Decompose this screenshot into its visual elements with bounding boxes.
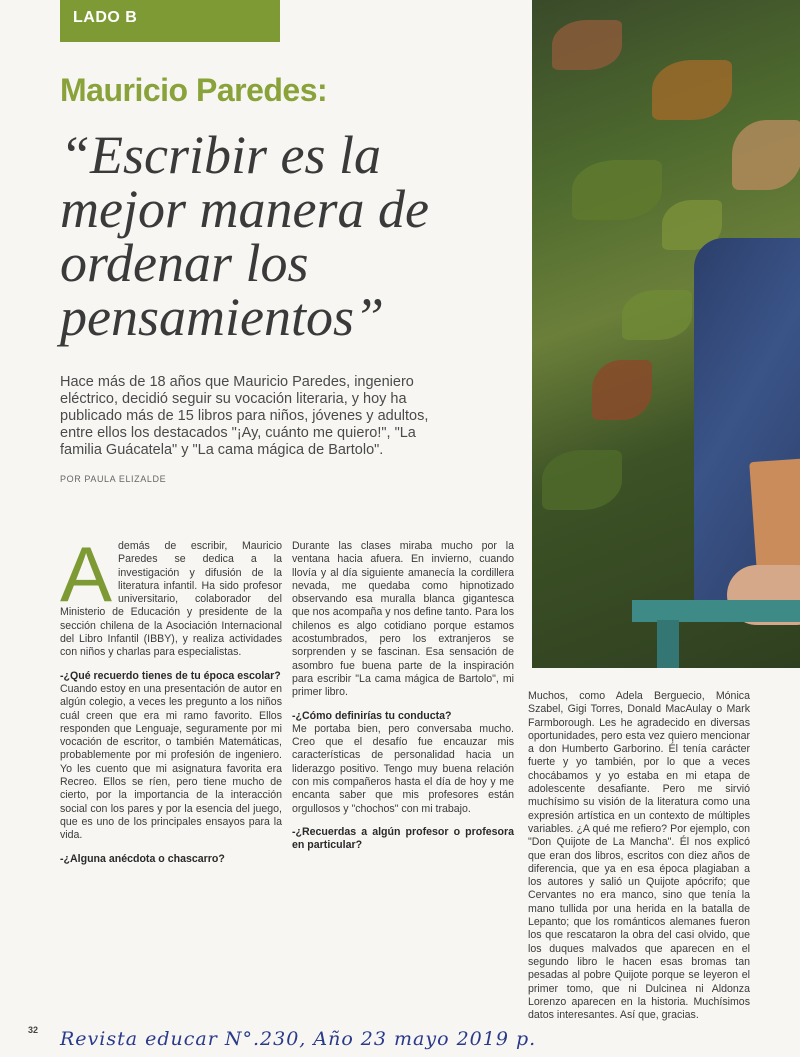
headline-quote: “Escribir es la mejor manera de ordenar los pensamientos” xyxy=(60,125,429,347)
leaf-shape xyxy=(572,160,662,220)
intro-text: demás de escribir, Mauricio Paredes se dedica a la investigación y difusión de la literatura infantil. Ha sido profesor universitario, colaborador del Ministerio de Educación y presidente de la sección chilena de la Asociación Internacional del Libro Infantil (IBBY), y realiza actividades con niños y charlas para especialistas. xyxy=(60,540,282,659)
answer-2: Durante las clases miraba mucho por la ventana hacia afuera. En invierno, cuando llovía y al día siguiente amanecía la cordillera nevada, me quedaba como hipnotizado observando esa muralla blanca gigantesca que nos acompaña y nos define tanto. Para los chilenos es algo cotidiano porque estamos acostumbrados, pero los extranjeros se sorprenden y se fascinan. Esa sensación de asombro fue buena parte de la inspiración para escribir "La cama mágica de Bartolo", mi primer libro. xyxy=(292,540,514,699)
bench-leg xyxy=(657,620,679,668)
column-1 xyxy=(60,530,282,866)
intro-paragraph xyxy=(60,530,282,660)
bench xyxy=(632,600,800,622)
leaf-shape xyxy=(592,360,652,420)
column-3 xyxy=(528,690,750,1032)
column-2 xyxy=(292,540,514,853)
leaf-shape xyxy=(652,60,732,120)
byline: POR PAULA ELIZALDE xyxy=(60,474,167,484)
leaf-shape xyxy=(542,450,622,510)
question-1: -¿Qué recuerdo tienes de tu época escolar? xyxy=(60,669,281,682)
handwritten-citation: Revista educar N°.230, Año 23 mayo 2019 p. xyxy=(60,1028,537,1050)
answer-3: Me portaba bien, pero conversaba mucho. Creo que el desafío fue encauzar mis características de personalidad hacia un liderazgo positivo. Tengo muy buena relación con mis compañeros hasta el día de hoy y me encanta saber que mis profesores están orgullosos y "chochos" con mi trabajo. xyxy=(292,722,514,815)
leaf-shape xyxy=(622,290,692,340)
section-tag-label: LADO B xyxy=(73,9,138,26)
drop-cap: A xyxy=(60,530,113,618)
question-2: -¿Alguna anécdota o chascarro? xyxy=(60,852,225,865)
leaf-shape xyxy=(732,120,800,190)
lead-paragraph: Hace más de 18 años que Mauricio Paredes, ingeniero eléctrico, decidió seguir su vocación literaria, y hoy ha publicado más de 15 libros para niños, jóvenes y adultos, entre ellos los destacados "¡Ay, cuánto me quiero!", "La familia Guácatela" y "La cama mágica de Bartolo". xyxy=(60,374,429,458)
interviewee-name: Mauricio Paredes: xyxy=(60,72,328,108)
section-tag xyxy=(60,0,280,42)
answer-1: Cuando estoy en una presentación de autor en algún colegio, a veces les pregunto a los niños cuál creen que era mi ramo favorito. Ellos responden que Lenguaje, seguramente por mi vocación de escritor, o también Matemáticas, probablemente por mi profesión de ingeniero. Yo les cuento que mi asignatura favorita era Recreo. Ellos se ríen, pero tiene mucho de cierto, por la importancia de la interacción social con los pares y por la esencia del juego, que es uno de los principales ensayos para la vida. xyxy=(60,682,282,842)
leaf-shape xyxy=(552,20,622,70)
question-3: -¿Cómo definirías tu conducta? xyxy=(292,709,452,722)
page-number: 32 xyxy=(28,1025,39,1035)
author-photo xyxy=(532,0,800,668)
answer-4: Muchos, como Adela Berguecio, Mónica Szabel, Gigi Torres, Donald MacAulay o Mark Farmborough. Les he agradecido en diversas oportunidades, pero esta vez quiero mencionar a don Humberto Garborino. Él tenía carácter fuerte y yo también, por lo que a veces chocábamos y yo estaba en mi etapa de adolescente desafiante. Pero me sirvió muchísimo su visión de la literatura como una expresión artística en un contexto de múltiples variables. ¿A qué me refiero? Por ejemplo, con "Don Quijote de La Mancha". Él nos explicó que eran dos libros, escritos con diez años de diferencia, que ya en esa época plagiaban a los autores y salió un Quijote apócrifo; que Cervantes no era manco, sino que tenía la mano tullida por una herida en la batalla de Lepanto; que los románticos alemanes fueron los que rescataron la obra del casi olvido, que los duques malvados que aparecen en el segundo libro le hacen esas bromas tan pesadas al pobre Quijote porque se leyeron el primer tomo, que ni Dulcinea ni Aldonza Lorenzo aparecen en la historia. Muchísimos datos interesantes. Así que, gracias. xyxy=(528,690,750,1022)
question-4: -¿Recuerdas a algún profesor o profesora en particular? xyxy=(292,825,514,852)
